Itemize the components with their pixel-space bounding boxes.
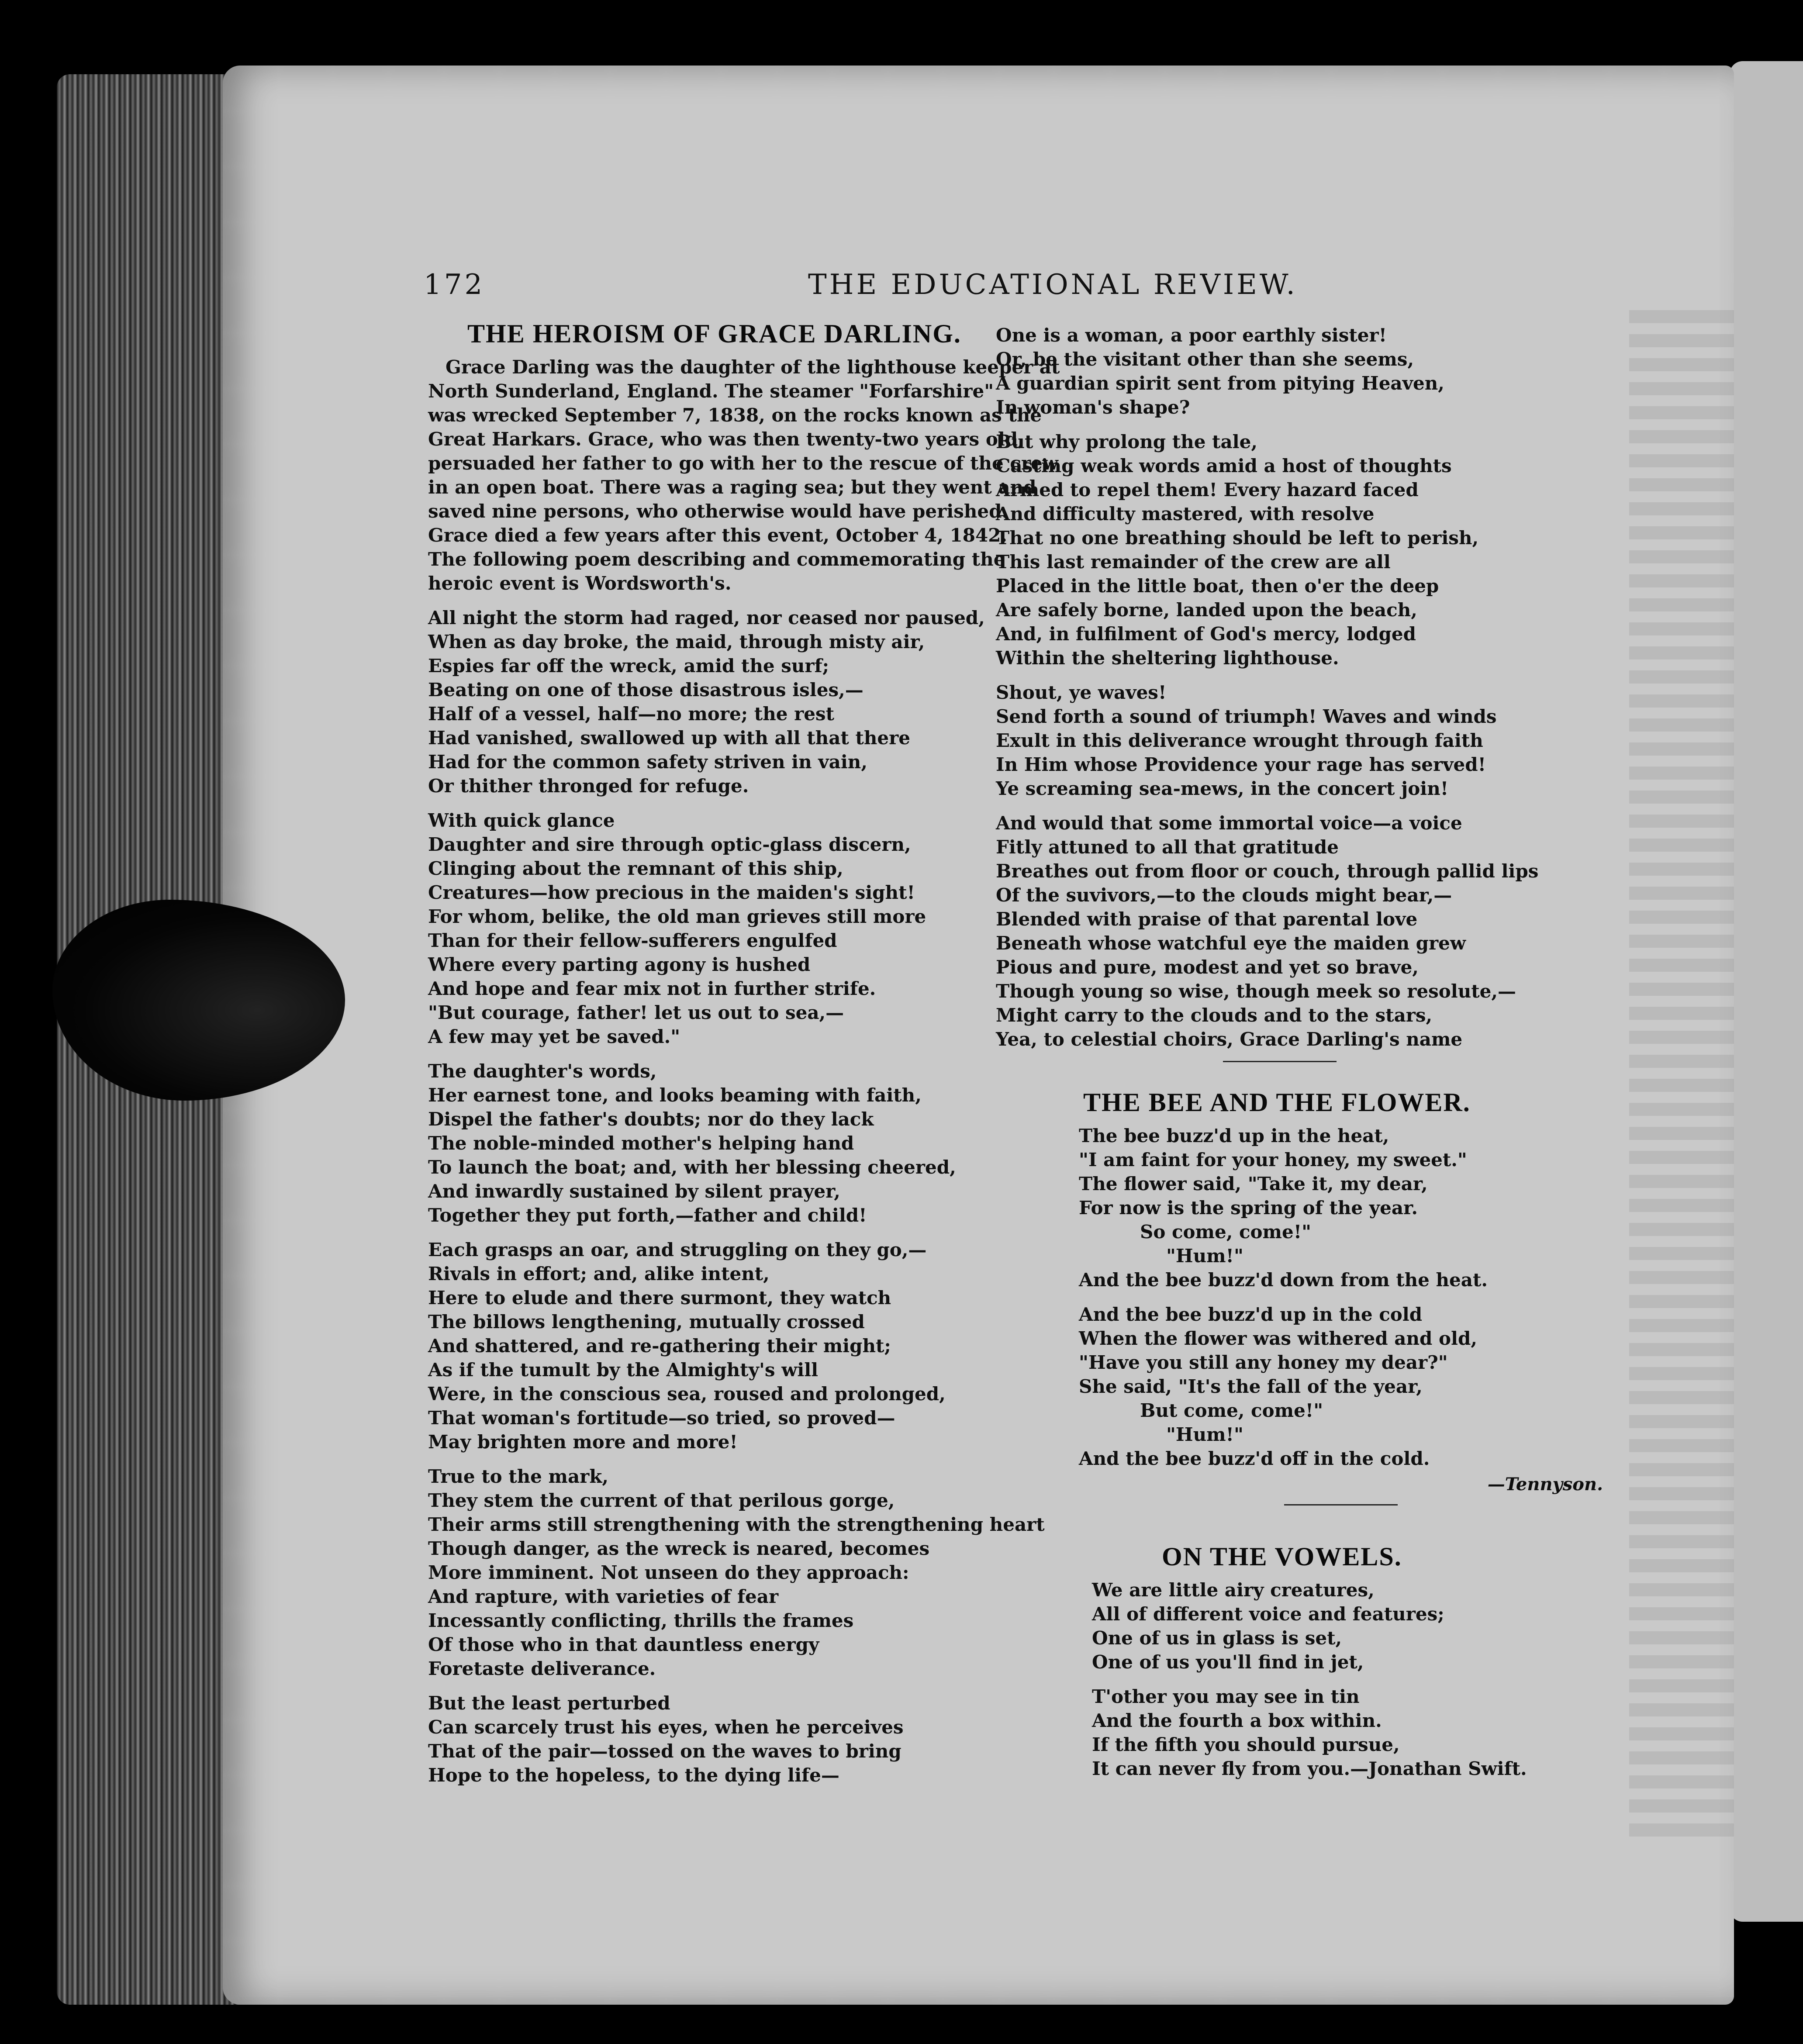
poem-line: And would that some immortal voice—a voice — [996, 812, 1462, 834]
poem-line: In woman's shape? — [996, 397, 1190, 418]
poem-line: "Hum!" — [1166, 1245, 1243, 1267]
stanza — [996, 680, 1564, 801]
section-divider — [1223, 1061, 1337, 1062]
poem-line: "Have you still any honey my dear?" — [1079, 1352, 1448, 1373]
poem-line: The noble-minded mother's helping hand — [428, 1132, 854, 1154]
poem-line: Were, in the conscious sea, roused and prolonged, — [428, 1383, 946, 1405]
intro-line: saved nine persons, who otherwise would have perished. — [428, 501, 1009, 522]
poem-line: When as day broke, the maid, through misty air, — [428, 631, 925, 653]
vowels-section — [1092, 1542, 1616, 1781]
poem-line: "But courage, father! let us out to sea,— — [428, 1002, 844, 1023]
book-page — [223, 66, 1734, 2005]
bee-and-flower-title: THE BEE AND THE FLOWER. — [1083, 1088, 1471, 1117]
stanza — [1092, 1578, 1616, 1674]
poem-line: And hope and fear mix not in further strife. — [428, 978, 876, 999]
poem-line: Exult in this deliverance wrought through faith — [996, 730, 1483, 751]
poem-line: Here to elude and there surmont, they watch — [428, 1287, 891, 1309]
poem-line: May brighten more and more! — [428, 1431, 738, 1453]
poem-line: Might carry to the clouds and to the stars, — [996, 1005, 1433, 1026]
poem-line: So come, come!" — [1140, 1221, 1312, 1243]
poem-line: Shout, ye waves! — [996, 682, 1167, 703]
vowels-poem — [1092, 1578, 1616, 1781]
poem-line: But why prolong the tale, — [996, 431, 1257, 452]
poem-line: Though danger, as the wreck is neared, becomes — [428, 1538, 930, 1559]
bee-attribution: —Tennyson. — [1487, 1474, 1603, 1495]
poem-line: One of us you'll find in jet, — [1092, 1651, 1364, 1673]
poem-line: In Him whose Providence your rage has served! — [996, 754, 1486, 775]
poem-line: Placed in the little boat, then o'er the deep — [996, 575, 1439, 597]
poem-line: A guardian spirit sent from pitying Heaven, — [996, 373, 1444, 394]
poem-line: We are little airy creatures, — [1092, 1579, 1375, 1601]
poem-line: One is a woman, a poor earthly sister! — [996, 325, 1387, 346]
poem-line: Her earnest tone, and looks beaming with faith, — [428, 1084, 922, 1106]
poem-line: Or, be the visitant other than she seems, — [996, 349, 1414, 370]
poem-line: Of those who in that dauntless energy — [428, 1634, 819, 1655]
poem-line: Daughter and sire through optic-glass discern, — [428, 834, 911, 855]
poem-line: T'other you may see in tin — [1092, 1686, 1360, 1707]
poem-line: Hope to the hopeless, to the dying life— — [428, 1764, 839, 1786]
poem-line: Espies far off the wreck, amid the surf; — [428, 655, 829, 677]
poem-line: "I am faint for your honey, my sweet." — [1079, 1149, 1467, 1170]
poem-line: If the fifth you should pursue, — [1092, 1734, 1400, 1755]
poem-line: And shattered, and re-gathering their might; — [428, 1335, 891, 1357]
stanza — [996, 430, 1564, 670]
poem-line: Are safely borne, landed upon the beach, — [996, 599, 1417, 621]
poem-line: "Hum!" — [1166, 1424, 1243, 1445]
poem-line: Incessantly conflicting, thrills the frames — [428, 1610, 854, 1631]
intro-line: The following poem describing and commemorating the — [428, 549, 1005, 570]
poem-line: This last remainder of the crew are all — [996, 551, 1391, 573]
poem-line: But the least perturbed — [428, 1692, 670, 1714]
poem-line: But come, come!" — [1140, 1400, 1323, 1421]
poem-line: Beneath whose watchful eye the maiden grew — [996, 932, 1466, 954]
poem-line: And the fourth a box within. — [1092, 1710, 1382, 1731]
poem-line: Send forth a sound of triumph! Waves and winds — [996, 706, 1497, 727]
poem-line: All night the storm had raged, nor ceased nor paused, — [428, 607, 985, 628]
poem-line: Within the sheltering lighthouse. — [996, 647, 1339, 669]
intro-line: persuaded her father to go with her to the rescue of the crew — [428, 452, 1058, 474]
right-column — [996, 323, 1564, 1072]
poem-line: And rapture, with varieties of fear — [428, 1586, 779, 1607]
poem-line: One of us in glass is set, — [1092, 1627, 1342, 1649]
poem-line: The bee buzz'd up in the heat, — [1079, 1125, 1389, 1146]
poem-line: Foretaste deliverance. — [428, 1658, 656, 1679]
poem-line: Breathes out from floor or couch, through pallid lips — [996, 860, 1539, 882]
poem-line: All of different voice and features; — [1092, 1603, 1444, 1625]
intro-line: was wrecked September 7, 1838, on the rocks known as the — [428, 404, 1042, 426]
poem-line: Their arms still strengthening with the strengthening heart — [428, 1514, 1045, 1535]
poem-line: Ye screaming sea-mews, in the concert join! — [996, 778, 1449, 799]
poem-line: As if the tumult by the Almighty's will — [428, 1359, 819, 1381]
poem-line: And the bee buzz'd up in the cold — [1079, 1304, 1423, 1325]
stanza — [1079, 1302, 1603, 1471]
poem-line: When the flower was withered and old, — [1079, 1328, 1477, 1349]
poem-line: And inwardly sustained by silent prayer, — [428, 1181, 840, 1202]
poem-line: That no one breathing should be left to perish, — [996, 527, 1479, 549]
poem-line: Beating on one of those disastrous isles,— — [428, 679, 864, 701]
poem-line: Casting weak words amid a host of thoughts — [996, 455, 1452, 476]
poem-line: More imminent. Not unseen do they approach: — [428, 1562, 909, 1583]
poem-line: Where every parting agony is hushed — [428, 954, 811, 975]
poem-line: Creatures—how precious in the maiden's sight! — [428, 882, 915, 903]
intro-line: Grace died a few years after this event, October 4, 1842. — [428, 525, 1008, 546]
poem-line: And, in fulfilment of God's mercy, lodged — [996, 623, 1416, 645]
poem-line: Rivals in effort; and, alike intent, — [428, 1263, 770, 1284]
poem-line: Yea, to celestial choirs, Grace Darling's name — [996, 1029, 1463, 1050]
poem-line: Dispel the father's doubts; nor do they lack — [428, 1108, 874, 1130]
poem-line: With quick glance — [428, 810, 615, 831]
facing-page — [1730, 61, 1803, 1922]
poem-line: The flower said, "Take it, my dear, — [1079, 1173, 1428, 1195]
poem-line: The daughter's words, — [428, 1060, 657, 1082]
poem-line: And the bee buzz'd off in the cold. — [1079, 1448, 1430, 1469]
running-head: THE EDUCATIONAL REVIEW. — [808, 269, 1298, 301]
poem-line: Had for the common safety striven in vain, — [428, 751, 867, 773]
poem-line: That of the pair—tossed on the waves to bring — [428, 1740, 902, 1762]
poem-line: For whom, belike, the old man grieves still more — [428, 906, 926, 927]
poem-line: Clinging about the remnant of this ship, — [428, 858, 843, 879]
poem-line: It can never fly from you.—Jonathan Swift. — [1092, 1758, 1527, 1779]
intro-line: Grace Darling was the daughter of the lighthouse keeper at — [446, 356, 1060, 378]
stanza — [996, 323, 1564, 419]
poem-line: Pious and pure, modest and yet so brave, — [996, 956, 1419, 978]
page-number: 172 — [424, 269, 485, 301]
poem-line: And the bee buzz'd down from the heat. — [1079, 1269, 1488, 1291]
poem-line: True to the mark, — [428, 1466, 609, 1487]
poem-line: Or thither thronged for refuge. — [428, 775, 749, 797]
poem-line: Can scarcely trust his eyes, when he perceives — [428, 1716, 904, 1738]
stanza — [1079, 1124, 1603, 1292]
intro-line: in an open boat. There was a raging sea; but they went and — [428, 476, 1036, 498]
stanza — [1092, 1685, 1616, 1781]
poem-line: To launch the boat; and, with her blessing cheered, — [428, 1157, 956, 1178]
grace-darling-poem-right — [996, 323, 1564, 1051]
intro-line: Great Harkars. Grace, who was then twenty-two years old, — [428, 428, 1024, 450]
stanza — [996, 811, 1564, 1051]
vowels-title: ON THE VOWELS. — [1162, 1542, 1402, 1571]
poem-line: She said, "It's the fall of the year, — [1079, 1376, 1423, 1397]
poem-line: Blended with praise of that parental love — [996, 908, 1418, 930]
poem-line: Than for their fellow-sufferers engulfed — [428, 930, 837, 951]
poem-line: Together they put forth,—father and child! — [428, 1205, 867, 1226]
intro-line: North Sunderland, England. The steamer "Forfarshire" — [428, 380, 994, 402]
stanza — [428, 1691, 1197, 1787]
bee-and-flower-poem — [1079, 1124, 1603, 1471]
poem-line: Half of a vessel, half—no more; the rest — [428, 703, 834, 725]
poem-line: For now is the spring of the year. — [1079, 1197, 1418, 1219]
poem-line: And difficulty mastered, with resolve — [996, 503, 1375, 525]
poem-line: Each grasps an oar, and struggling on they go,— — [428, 1239, 927, 1260]
poem-line: A few may yet be saved." — [428, 1026, 680, 1047]
page-header — [223, 269, 1734, 308]
poem-line: The billows lengthening, mutually crossed — [428, 1311, 865, 1333]
poem-line: They stem the current of that perilous gorge, — [428, 1490, 895, 1511]
poem-line: Had vanished, swallowed up with all that there — [428, 727, 910, 749]
poem-line: Fitly attuned to all that gratitude — [996, 836, 1339, 858]
section-divider — [1284, 1504, 1398, 1505]
poem-line: Of the suvivors,—to the clouds might bear,— — [996, 884, 1452, 906]
intro-line: heroic event is Wordsworth's. — [428, 573, 732, 594]
poem-line: That woman's fortitude—so tried, so proved— — [428, 1407, 895, 1429]
bee-and-flower-section — [1079, 1088, 1603, 1515]
poem-line: Though young so wise, though meek so resolute,— — [996, 981, 1516, 1002]
poem-line: Armed to repel them! Every hazard faced — [996, 479, 1419, 501]
grace-darling-title: THE HEROISM OF GRACE DARLING. — [467, 319, 961, 348]
show-through-text — [1629, 310, 1734, 1839]
